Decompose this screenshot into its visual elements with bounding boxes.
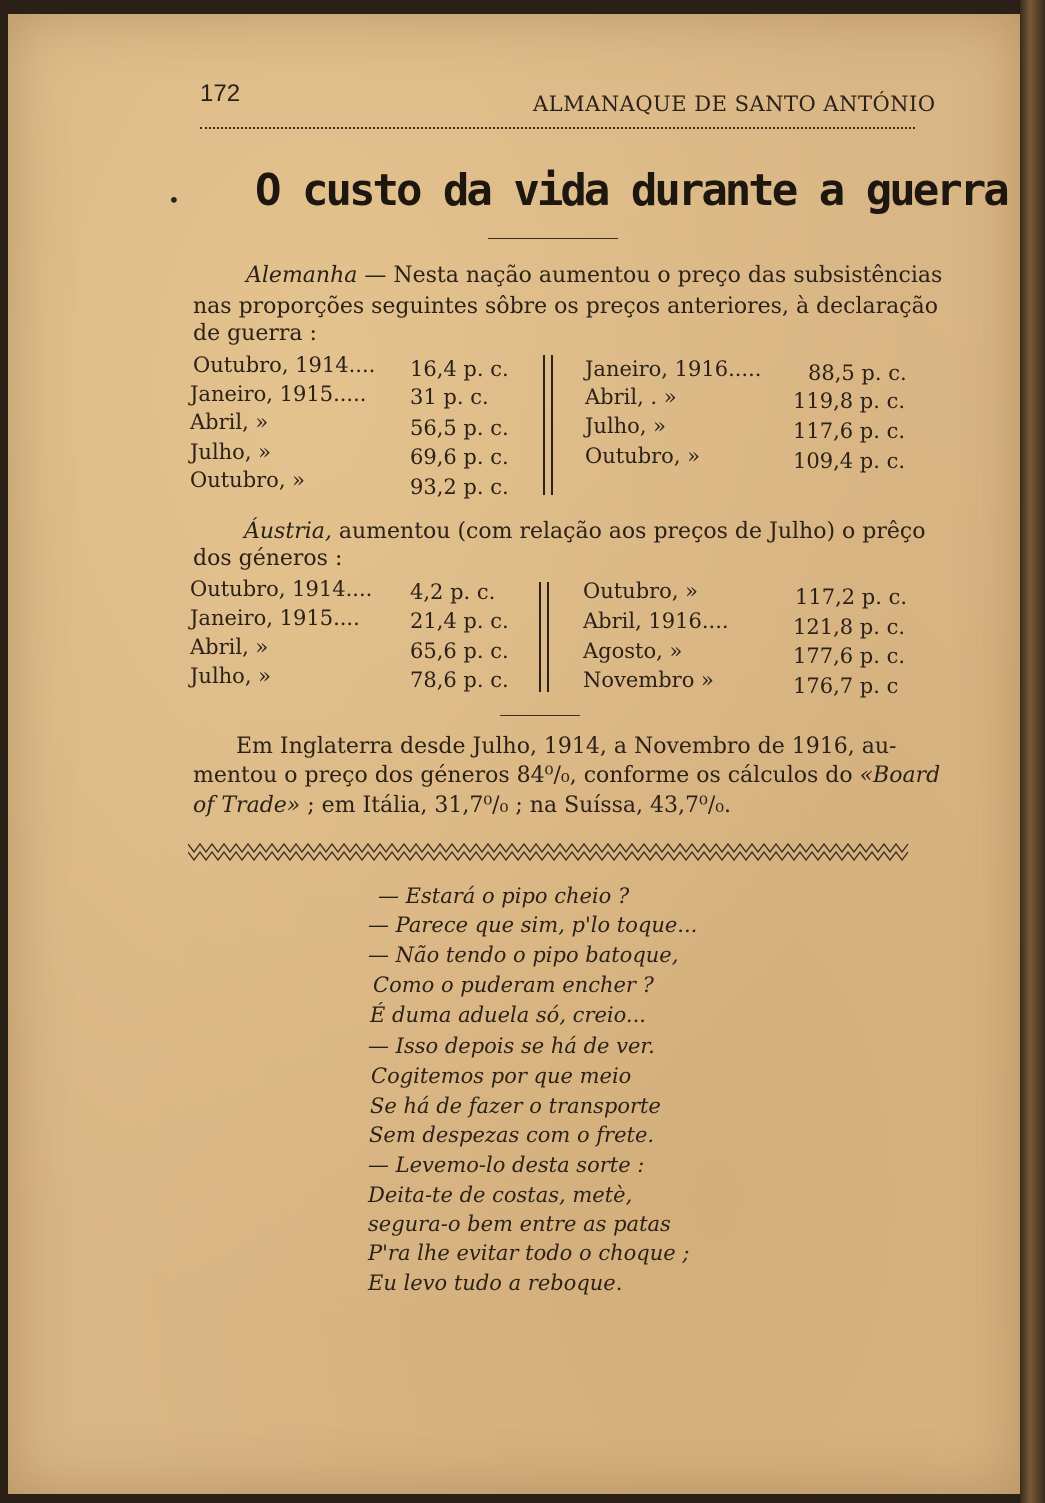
germany-right-label: Janeiro, 1916..... [585, 357, 762, 381]
germany-right-value: 109,4 p. c. [793, 449, 906, 473]
table-divider [547, 582, 549, 692]
germany-right-value: 88,5 p. c. [808, 361, 907, 385]
article-title: O custo da vida durante a guerra [255, 165, 1007, 216]
germany-left-label: Outubro, » [190, 468, 306, 492]
ornamental-border [188, 838, 910, 866]
austria-right-value: 176,7 p. c [793, 674, 899, 698]
germany-left-label: Janeiro, 1915..... [190, 382, 367, 406]
austria-left-value: 65,6 p. c. [410, 639, 509, 663]
poem-line: segura-o bem entre as patas [368, 1212, 671, 1236]
germany-left-value: 93,2 p. c. [410, 475, 509, 499]
germany-right-value: 117,6 p. c. [793, 419, 906, 443]
summary-line-1: Em Inglaterra desde Julho, 1914, a Novembro de 1916, au- [236, 734, 897, 759]
table-divider [543, 355, 545, 495]
germany-right-label: Julho, » [585, 414, 667, 438]
germany-line-2: nas proporções seguintes sôbre os preços anteriores, à declaração [193, 294, 938, 319]
germany-right-label: Outubro, » [585, 444, 701, 468]
germany-line-3: de guerra : [193, 321, 317, 346]
poem-line: Cogitemos por que meio [371, 1064, 632, 1088]
title-rule [488, 238, 618, 239]
summary-line-2-text: mentou o preço dos géneros 84⁰/₀, conforme os cálculos do [193, 763, 853, 788]
summary-line-3 [193, 792, 731, 819]
page-edge [1020, 0, 1045, 1503]
poem-line: — Não tendo o pipo batoque, [368, 943, 679, 967]
table-divider [539, 582, 541, 692]
germany-country: Alemanha [246, 263, 358, 288]
austria-right-label: Agosto, » [583, 639, 683, 663]
austria-left-label: Julho, » [190, 664, 272, 688]
poem-line: Eu levo tudo a reboque. [368, 1271, 623, 1295]
poem-line: — Levemo-lo desta sorte : [368, 1153, 645, 1177]
poem-line: — Isso depois se há de ver. [368, 1034, 655, 1058]
austria-left-label: Outubro, 1914.... [190, 577, 373, 601]
table-divider [551, 355, 553, 495]
board-text: «Board [859, 763, 941, 788]
summary-line-3-text: ; em Itália, 31,7⁰/₀ ; na Suíssa, 43,7⁰/₀. [307, 793, 732, 818]
austria-line-2: dos géneros : [193, 546, 343, 571]
poem-line: É duma aduela só, creio... [370, 1003, 646, 1027]
title-bullet: • [168, 188, 180, 212]
austria-line-1-text: aumentou (com relação aos preços de Julho) o prêço [338, 519, 926, 544]
germany-left-value: 56,5 p. c. [410, 416, 509, 440]
poem-line: — Parece que sim, p'lo toque... [368, 913, 698, 937]
germany-left-value: 31 p. c. [410, 385, 489, 409]
germany-right-value: 119,8 p. c. [793, 389, 906, 413]
section-rule [500, 715, 580, 716]
germany-line-1 [246, 262, 942, 289]
running-title: ALMANAQUE DE SANTO ANTÓNIO [533, 92, 936, 116]
germany-right-label: Abril, . » [585, 385, 677, 409]
austria-right-label: Abril, 1916.... [583, 609, 729, 633]
austria-left-label: Janeiro, 1915.... [190, 606, 360, 630]
austria-right-label: Outubro, » [583, 579, 699, 603]
austria-right-value: 121,8 p. c. [793, 615, 906, 639]
austria-left-value: 4,2 p. c. [410, 580, 496, 604]
poem-line: — Estará o pipo cheio ? [378, 884, 630, 908]
poem-line: Sem despezas com o frete. [369, 1123, 655, 1147]
austria-line-1 [244, 518, 925, 545]
poem-line: Como o puderam encher ? [373, 973, 654, 997]
germany-left-value: 16,4 p. c. [410, 357, 509, 381]
austria-left-value: 21,4 p. c. [410, 609, 509, 633]
austria-left-value: 78,6 p. c. [410, 668, 509, 692]
poem-line: Deita-te de costas, metè, [368, 1183, 633, 1207]
page-number: 172 [200, 80, 241, 107]
header-rule [200, 127, 915, 129]
poem-line: P'ra lhe evitar todo o choque ; [368, 1241, 690, 1265]
germany-left-label: Outubro, 1914.... [193, 353, 376, 377]
germany-line-1-text: — Nesta nação aumentou o preço das subsistências [364, 263, 943, 288]
austria-right-value: 177,6 p. c. [793, 644, 906, 668]
austria-right-label: Novembro » [583, 668, 714, 692]
austria-right-value: 117,2 p. c. [795, 585, 908, 609]
austria-left-label: Abril, » [190, 635, 269, 659]
germany-left-value: 69,6 p. c. [410, 445, 509, 469]
austria-country: Áustria, [244, 519, 332, 544]
board-of-trade: of Trade» [193, 793, 301, 818]
summary-line-2 [193, 762, 940, 789]
poem-line: Se há de fazer o transporte [370, 1094, 661, 1118]
germany-left-label: Julho, » [190, 440, 272, 464]
germany-left-label: Abril, » [190, 410, 269, 434]
